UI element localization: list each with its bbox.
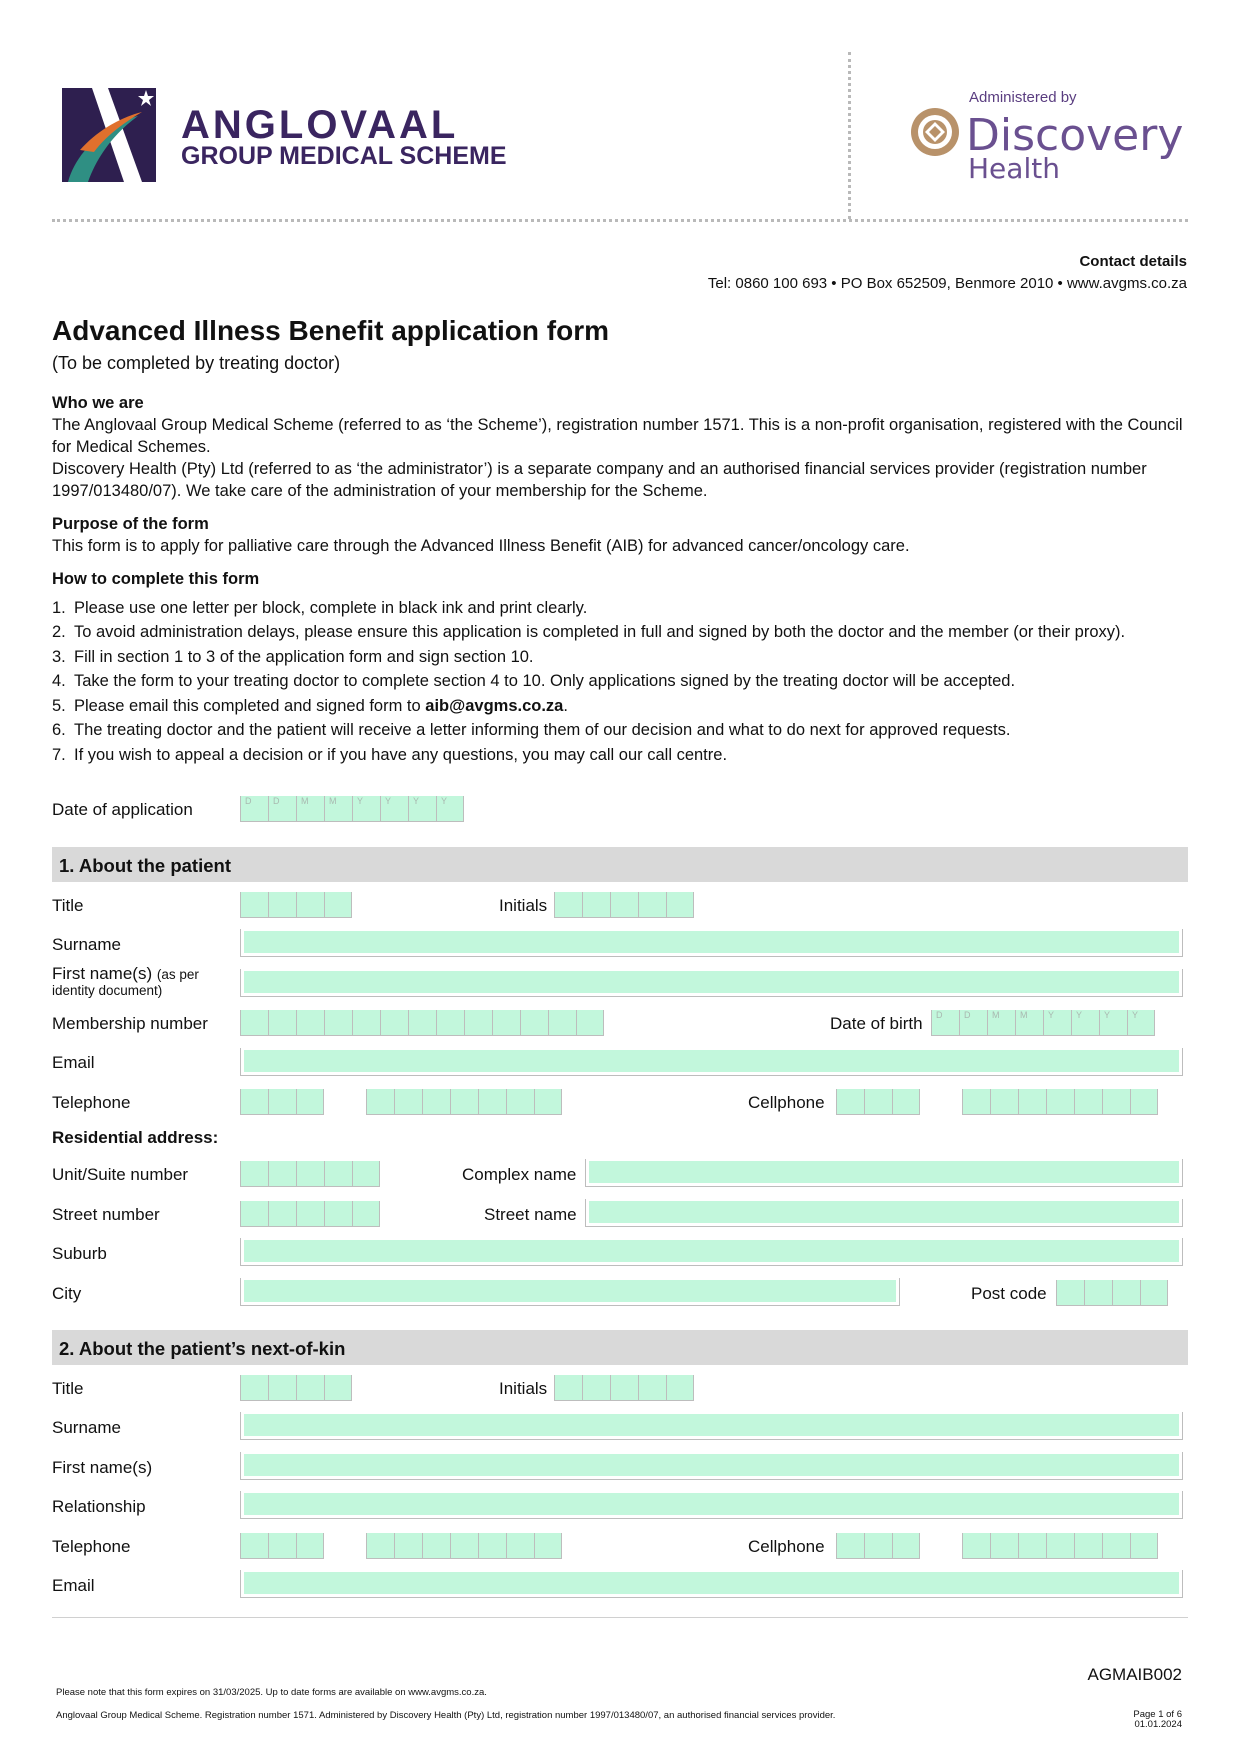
input-cell[interactable]: [352, 1201, 380, 1227]
input-cell[interactable]: [296, 1010, 324, 1036]
cellphone-number-field[interactable]: [962, 1089, 1158, 1115]
list-item: 3. Fill in section 1 to 3 of the application form and sign section 10.: [52, 647, 534, 666]
input-cell[interactable]: [324, 1161, 352, 1187]
cell-hint: Y: [1048, 1010, 1055, 1020]
input-cell[interactable]: [324, 796, 352, 822]
telephone-code-field[interactable]: [240, 1089, 324, 1115]
cell-hint: D: [245, 796, 252, 806]
input-cell[interactable]: [864, 1089, 892, 1115]
scheme-logo-icon: [62, 88, 156, 182]
input-cell[interactable]: [1084, 1280, 1112, 1306]
input-cell[interactable]: [1112, 1280, 1140, 1306]
email-field[interactable]: [240, 1048, 1183, 1076]
nok-email-label: Email: [52, 1576, 95, 1595]
input-cell[interactable]: [268, 892, 296, 918]
nok-email-field[interactable]: [240, 1570, 1183, 1598]
input-cell[interactable]: [408, 796, 436, 822]
suburb-label: Suburb: [52, 1244, 107, 1263]
input-cell[interactable]: [394, 1533, 422, 1559]
section-2-header: 2. About the patient’s next-of-kin: [52, 1330, 1188, 1365]
input-cell[interactable]: [1102, 1533, 1130, 1559]
input-cell[interactable]: [296, 1375, 324, 1401]
header-divider-horizontal: [52, 219, 1188, 222]
input-cell[interactable]: [1015, 1010, 1043, 1036]
cell-hint: D: [936, 1010, 943, 1020]
input-cell[interactable]: [638, 892, 666, 918]
section-1-header: 1. About the patient: [52, 847, 1188, 882]
list-item: 7. If you wish to appeal a decision or if you have any questions, you may call our call centre.: [52, 745, 728, 764]
input-cell[interactable]: [864, 1533, 892, 1559]
input-cell[interactable]: [534, 1089, 562, 1115]
input-cell[interactable]: [1074, 1533, 1102, 1559]
nok-surname-label: Surname: [52, 1418, 121, 1437]
date-of-birth-field[interactable]: [931, 1010, 1155, 1036]
input-cell[interactable]: [240, 1161, 268, 1187]
form-subtitle: (To be completed by treating doctor): [52, 353, 341, 373]
input-cell[interactable]: [436, 1010, 464, 1036]
street-number-label: Street number: [52, 1205, 160, 1224]
input-cell[interactable]: [554, 892, 582, 918]
input-cell[interactable]: [554, 1375, 582, 1401]
input-cell[interactable]: [1130, 1089, 1158, 1115]
input-cell[interactable]: [666, 892, 694, 918]
input-cell[interactable]: [366, 1089, 394, 1115]
input-cell[interactable]: [380, 1010, 408, 1036]
title-label: Title: [52, 896, 84, 915]
nok-relationship-field[interactable]: [240, 1491, 1183, 1519]
date-of-birth-label: Date of birth: [830, 1014, 923, 1033]
input-cell[interactable]: [1043, 1010, 1071, 1036]
input-cell[interactable]: [478, 1533, 506, 1559]
administered-by-label: Administered by: [969, 89, 1077, 106]
form-title: Advanced Illness Benefit application form: [52, 315, 610, 346]
initials-field[interactable]: [554, 892, 694, 918]
input-cell[interactable]: [408, 1010, 436, 1036]
city-label: City: [52, 1284, 82, 1303]
page-number: Page 1 of 6: [1133, 1709, 1182, 1720]
nok-title-field[interactable]: [240, 1375, 352, 1401]
input-cell[interactable]: [352, 1161, 380, 1187]
input-cell[interactable]: [324, 892, 352, 918]
input-cell[interactable]: [506, 1533, 534, 1559]
date-of-application-field[interactable]: [240, 796, 464, 822]
discovery-diamond-icon: [910, 107, 960, 157]
discovery-logo: [910, 107, 960, 157]
street-name-label: Street name: [484, 1205, 577, 1224]
input-cell[interactable]: [240, 1089, 268, 1115]
input-cell[interactable]: [892, 1089, 920, 1115]
input-cell[interactable]: [268, 1010, 296, 1036]
input-cell[interactable]: [296, 1533, 324, 1559]
title-field[interactable]: [240, 892, 352, 918]
input-cell[interactable]: [240, 1533, 268, 1559]
page-info: [1133, 1710, 1182, 1730]
input-cell[interactable]: [450, 1533, 478, 1559]
input-cell[interactable]: [638, 1375, 666, 1401]
input-cell[interactable]: [366, 1533, 394, 1559]
input-cell[interactable]: [240, 1010, 268, 1036]
input-cell[interactable]: [240, 796, 268, 822]
nok-telephone-number-field[interactable]: [366, 1533, 562, 1559]
input-cell[interactable]: [240, 1375, 268, 1401]
input-cell[interactable]: [240, 892, 268, 918]
who-heading: Who we are: [52, 394, 144, 412]
input-cell[interactable]: [296, 1201, 324, 1227]
footer-divider: [52, 1617, 1188, 1618]
input-cell[interactable]: [464, 1010, 492, 1036]
input-cell[interactable]: [990, 1533, 1018, 1559]
health-wordmark: Health: [968, 152, 1060, 185]
input-cell[interactable]: [1127, 1010, 1155, 1036]
street-number-field[interactable]: [240, 1201, 380, 1227]
input-cell[interactable]: [1099, 1010, 1127, 1036]
input-cell[interactable]: [478, 1089, 506, 1115]
first-names-label: First name(s) (as per identity document): [52, 964, 199, 998]
cell-hint: Y: [1132, 1010, 1139, 1020]
scheme-logo: [62, 88, 156, 182]
nok-cellphone-number-field[interactable]: [962, 1533, 1158, 1559]
input-cell[interactable]: [582, 892, 610, 918]
contact-title: Contact details: [1079, 253, 1187, 270]
input-cell[interactable]: [1046, 1533, 1074, 1559]
input-cell[interactable]: [1130, 1533, 1158, 1559]
membership-number-field[interactable]: [240, 1010, 604, 1036]
who-paragraph-2: Discovery Health (Pty) Ltd (referred to as ‘the administrator’) is a separate company and an authorised financial services provider (registration number 1997/013480/07). We take care of the administration of your membership for the Scheme.: [52, 460, 1147, 500]
input-cell[interactable]: [296, 892, 324, 918]
expiry-note: Please note that this form expires on 31/03/2025. Up to date forms are available on www.avgms.co.za.: [56, 1687, 487, 1698]
input-cell[interactable]: [990, 1089, 1018, 1115]
unit-suite-field[interactable]: [240, 1161, 380, 1187]
initials-label: Initials: [499, 896, 548, 915]
cell-hint: M: [992, 1010, 1000, 1020]
suburb-field[interactable]: [240, 1238, 1183, 1266]
purpose-heading: Purpose of the form: [52, 515, 209, 533]
input-cell[interactable]: [610, 1375, 638, 1401]
cell-hint: Y: [357, 796, 364, 806]
input-cell[interactable]: [324, 1201, 352, 1227]
input-cell[interactable]: [1102, 1089, 1130, 1115]
discovery-wordmark: Discovery: [966, 110, 1184, 161]
input-cell[interactable]: [492, 1010, 520, 1036]
list-item: 1. Please use one letter per block, complete in black ink and print clearly.: [52, 599, 588, 617]
list-item: 6. The treating doctor and the patient will receive a letter informing them of our decision and what to do next for approved requests.: [52, 721, 1011, 739]
input-cell[interactable]: [892, 1533, 920, 1559]
input-cell[interactable]: [352, 1010, 380, 1036]
input-cell[interactable]: [666, 1375, 694, 1401]
input-cell[interactable]: [1056, 1280, 1084, 1306]
input-cell[interactable]: [1018, 1533, 1046, 1559]
input-cell[interactable]: [836, 1533, 864, 1559]
surname-label: Surname: [52, 935, 121, 954]
input-cell[interactable]: [1071, 1010, 1099, 1036]
nok-cellphone-label: Cellphone: [748, 1537, 825, 1556]
cellphone-code-field[interactable]: [836, 1089, 920, 1115]
input-cell[interactable]: [987, 1010, 1015, 1036]
input-cell[interactable]: [836, 1089, 864, 1115]
input-cell[interactable]: [296, 1089, 324, 1115]
who-paragraph-1: The Anglovaal Group Medical Scheme (referred to as ‘the Scheme’), registration number 1571. This is a non-profit organisation, registered with the Council for Medical Schemes.: [52, 416, 1183, 456]
input-cell[interactable]: [240, 1201, 268, 1227]
input-cell[interactable]: [1046, 1089, 1074, 1115]
input-cell[interactable]: [450, 1089, 478, 1115]
cell-hint: M: [329, 796, 337, 806]
scheme-name-line2: GROUP MEDICAL SCHEME: [181, 142, 507, 170]
unit-suite-label: Unit/Suite number: [52, 1165, 189, 1184]
date-of-application-label: Date of application: [52, 800, 193, 819]
nok-cellphone-code-field[interactable]: [836, 1533, 920, 1559]
input-cell[interactable]: [436, 796, 464, 822]
cell-hint: Y: [441, 796, 448, 806]
form-code: AGMAIB002: [1087, 1665, 1182, 1684]
nok-title-label: Title: [52, 1379, 84, 1398]
telephone-number-field[interactable]: [366, 1089, 562, 1115]
header-divider-vertical: [848, 52, 851, 219]
input-cell[interactable]: [576, 1010, 604, 1036]
cell-hint: M: [1020, 1010, 1028, 1020]
input-cell[interactable]: [394, 1089, 422, 1115]
nok-first-names-field[interactable]: [240, 1452, 1183, 1480]
input-cell[interactable]: [931, 1010, 959, 1036]
instructions-list: [52, 596, 1188, 767]
cell-hint: M: [301, 796, 309, 806]
first-names-field[interactable]: [240, 969, 1183, 997]
scheme-name-line1: ANGLOVAAL: [181, 103, 459, 147]
residential-address-heading: Residential address:: [52, 1128, 219, 1147]
membership-number-label: Membership number: [52, 1014, 208, 1033]
cell-hint: Y: [1104, 1010, 1111, 1020]
telephone-label: Telephone: [52, 1093, 131, 1112]
input-cell[interactable]: [962, 1533, 990, 1559]
input-cell[interactable]: [324, 1010, 352, 1036]
input-cell[interactable]: [268, 1089, 296, 1115]
city-field[interactable]: [240, 1278, 900, 1306]
input-cell[interactable]: [1140, 1280, 1168, 1306]
input-cell[interactable]: [548, 1010, 576, 1036]
input-cell[interactable]: [324, 1375, 352, 1401]
post-code-label: Post code: [971, 1284, 1047, 1303]
input-cell[interactable]: [352, 796, 380, 822]
purpose-text: This form is to apply for palliative care through the Advanced Illness Benefit (AIB) for advanced cancer/oncology care.: [52, 537, 910, 555]
cell-hint: Y: [413, 796, 420, 806]
input-cell[interactable]: [506, 1089, 534, 1115]
cell-hint: Y: [385, 796, 392, 806]
input-cell[interactable]: [534, 1533, 562, 1559]
footer-legal: Anglovaal Group Medical Scheme. Registration number 1571. Administered by Discovery Health (Pty) Ltd, registration number 1997/013480/07, an authorised financial services provider.: [56, 1710, 836, 1721]
input-cell[interactable]: [422, 1533, 450, 1559]
input-cell[interactable]: [268, 1201, 296, 1227]
input-cell[interactable]: [1018, 1089, 1046, 1115]
input-cell[interactable]: [268, 796, 296, 822]
list-item: 2. To avoid administration delays, please ensure this application is completed in full and signed by both the doctor and the member (or their proxy).: [52, 622, 1126, 641]
list-item: 4. Take the form to your treating doctor to complete section 4 to 10. Only applications signed by the treating doctor will be accepted.: [52, 672, 1016, 690]
cellphone-label: Cellphone: [748, 1093, 825, 1112]
surname-field[interactable]: [240, 929, 1183, 957]
email-link[interactable]: aib@avgms.co.za: [425, 696, 564, 715]
nok-telephone-label: Telephone: [52, 1537, 131, 1556]
input-cell[interactable]: [422, 1089, 450, 1115]
form-date: 01.01.2024: [1134, 1719, 1182, 1730]
complex-name-field[interactable]: [585, 1159, 1183, 1187]
nok-relationship-label: Relationship: [52, 1497, 146, 1516]
input-cell[interactable]: [296, 796, 324, 822]
input-cell[interactable]: [962, 1089, 990, 1115]
cell-hint: D: [964, 1010, 971, 1020]
input-cell[interactable]: [1074, 1089, 1102, 1115]
nok-initials-field[interactable]: [554, 1375, 694, 1401]
cell-hint: Y: [1076, 1010, 1083, 1020]
cell-hint: D: [273, 796, 280, 806]
post-code-field[interactable]: [1056, 1280, 1168, 1306]
input-cell[interactable]: [610, 892, 638, 918]
contact-line: Tel: 0860 100 693 • PO Box 652509, Benmore 2010 • www.avgms.co.za: [707, 275, 1187, 292]
complex-name-label: Complex name: [462, 1165, 577, 1184]
nok-first-names-label: First name(s): [52, 1458, 153, 1477]
input-cell[interactable]: [520, 1010, 548, 1036]
email-label: Email: [52, 1053, 95, 1072]
input-cell[interactable]: [380, 796, 408, 822]
input-cell[interactable]: [582, 1375, 610, 1401]
input-cell[interactable]: [268, 1375, 296, 1401]
input-cell[interactable]: [959, 1010, 987, 1036]
list-item: 5. Please email this completed and signed form to aib@avgms.co.za.: [52, 696, 568, 715]
street-name-field[interactable]: [585, 1199, 1183, 1227]
input-cell[interactable]: [268, 1533, 296, 1559]
nok-surname-field[interactable]: [240, 1412, 1183, 1440]
how-heading: How to complete this form: [52, 570, 260, 588]
nok-initials-label: Initials: [499, 1379, 548, 1398]
input-cell[interactable]: [268, 1161, 296, 1187]
input-cell[interactable]: [296, 1161, 324, 1187]
nok-telephone-code-field[interactable]: [240, 1533, 324, 1559]
